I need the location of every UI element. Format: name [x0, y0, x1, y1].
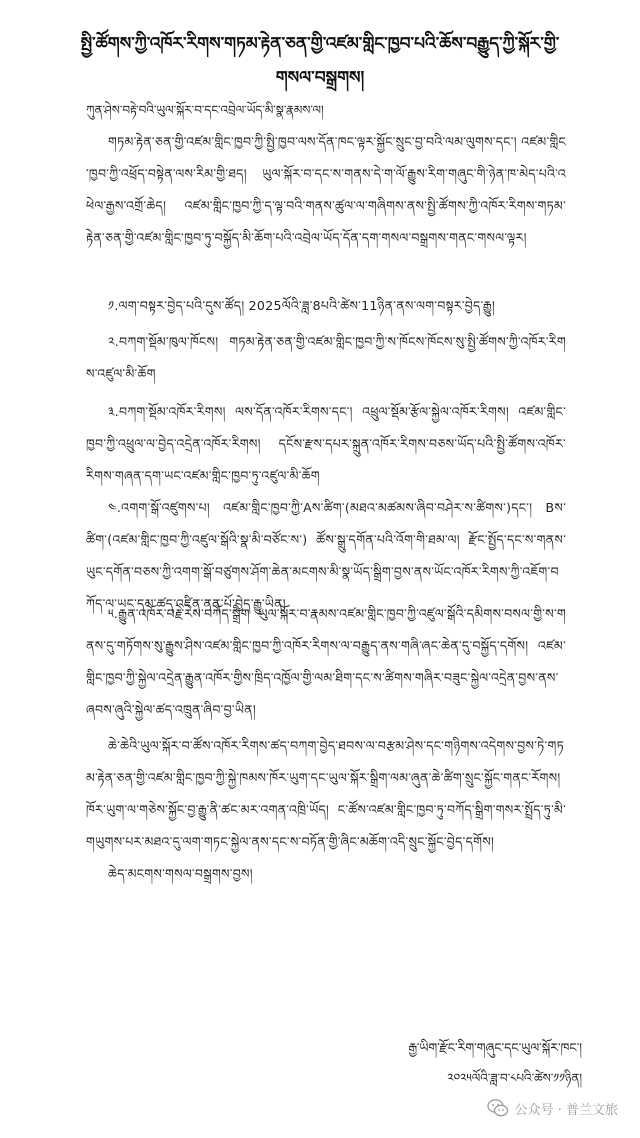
document-title-line1: སྤྱི་ཚོགས་ཀྱི་འཁོར་རིགས་གཏམ་རྟེན་ཅན་གྱི་འཛམ་གླིང་ཁྱབ་པའི་ཆོས་བརྒྱུད་ཀྱི་སྐོར་གྱི་: [80, 34, 560, 54]
item-1-paragraph: ༡.ལག་བསྟར་བྱེད་པའི་དུས་ཚོད། 2025ལོའི་ཟླ་8པའི་ཚེས་11ཉིན་ནས་ལག་བསྟར་བྱེད་རྒྱུ།: [108, 298, 496, 313]
item-5-paragraph: ༥.རྒྱུན་འཁོར་བརྗེ་རེས་བཀོད་སྒྲིག ཡུལ་སྐོར་བ་རྣམས་འཛམ་གླིང་ཁྱབ་ཀྱི་འཛུལ་སྒོའི་དམིགས་བསལ་གྱི་ས་གནས་དུ་གཏོགས་སུ་རྒྱུས་ཤིས་འཛམ་གླིང་ཁྱབ་ཀྱི་འཁོར་རིགས་ལ་བརྒྱུད་ནས་གཞི་ཞང་ཆེན་དུ་བསྐྱོད་དགོས། འཛམ་གླིང་ཁྱབ་ཀྱི་སྐྱེལ་འདྲེན་རྒྱུན་འཁོར་གྱིས་ཁྲིད་འཁྱོལ་གྱི་ལམ་ཐིག་དང་ས་ཚིགས་གཞིར་བཟུང་སྐྱེལ་འདྲེན་བྱས་ནས་ཞབས་ཞུའི་སྐྱེལ་ཚད་འཁྲུན་ཞིབ་བྱ་ཡིན།: [86, 606, 566, 717]
watermark: [487, 1096, 618, 1120]
wechat-icon: [487, 1098, 509, 1118]
item-3-paragraph: ༣.བཀག་སྡོམ་འཁོར་རིགས། ལས་དོན་འཁོར་རིགས་དང་། འཕྲུལ་སྡོམ་རྩོལ་སྐྱེལ་འཁོར་རིགས། འཛམ་གླིང་ཁྱབ་ཀྱི་འཕྲུལ་ལ་བྱེད་འདྲེན་འཁོར་རིགས། དངོས་རྫས་དཔར་སྐྲུན་འཁོར་རིགས་བཅས་ཡོད་པའི་སྤྱི་ཚོགས་འཁོར་རིགས་གཞན་དག་ཡང་འཛམ་གླིང་ཁྱབ་ཏུ་འཛུལ་མི་ཆོག: [86, 404, 566, 483]
issue-date: ༢༠༢༥ལོའི་ཟླ་བ་༨པའི་ཚེས་༡༡ཉིན།: [447, 1071, 582, 1085]
closing-line: ཆེད་མངགས་གསལ་བསྒྲགས་བྱས།: [108, 866, 253, 881]
issuer-signature: རྒྱ་ཡིག་རྫོང་རིག་གཞུང་དང་ཡུལ་སྐོར་ཁང་།: [408, 1040, 582, 1055]
intro-paragraph: གཏམ་རྟེན་ཅན་གྱི་འཛམ་གླིང་ཁྱབ་ཀྱི་སྤྱི་ཁྱབ་ལས་དོན་ཁང་ལྟར་སྐྱོང་སྲུང་བྱ་བའི་ལམ་ལུགས་དང་། འཛམ་གླིང་ཁྱབ་ཀྱི་འཕྲོད་བསྟེན་ལས་རིམ་གྱི་ཐད། ཡུལ་སྐོར་བ་དང་ས་གནས་དེ་ག་ལོ་རྒྱུས་རིག་གཞུང་གི་ཉེན་ཁ་མེད་པའི་འཕེལ་རྒྱས་འགྲོ་ཆེད། འཛམ་གླིང་ཁྱབ་ཀྱི་ད་ལྟ་བའི་གནས་ཚུལ་ལ་གཞིགས་ནས་སྤྱི་ཚོགས་ཀྱི་འཁོར་རིགས་གཏམ་རྟེན་ཅན་གྱི་འཛམ་གླིང་ཁྱབ་ཏུ་བསྐྱོད་མི་ཆོག་པའི་འབྲེལ་ཡོད་དོན་དག་གསལ་བསྒྲགས་གནང་གསལ་ལྟར།: [86, 134, 566, 245]
appeal-paragraph: ཆེ་ཆེའི་ཡུལ་སྐོར་བ་ཚོས་འཁོར་རིགས་ཚད་བཀག་བྱེད་ཐབས་ལ་བརྩམ་ཤེས་དང་གཉིགས་འདེགས་བྱས་ཏེ་གཏམ་རྟེན་ཅན་གྱི་འཛམ་གླིང་ཁྱབ་ཀྱི་སྐྱེ་ཁམས་ཁོར་ཡུག་དང་ཡུལ་སྐོར་སྒྲིག་ལམ་ཞུན་ཆེ་ཚིག་སྲུང་སྐྱོང་གནང་རོགས། ཁོར་ཡུག་ལ་གཅེས་སྐྱོང་བྱ་རྒྱུ་ནི་ཚང་མར་འགན་འཁྲི་ཡོད། ང་ཚོས་འཛམ་གླིང་ཁྱབ་ཏུ་བཀོད་སྒྲིག་གསར་སྤྲོད་ཏུ་མི་གཡུགས་པར་མཐའ་དུ་ལག་གཏང་སྐྱེལ་ནས་དང་ས་བཏོན་གྱི་ཞིང་མཆོག་འདི་སྲུང་སྐྱོང་བྱེད་དགོས།: [86, 738, 566, 849]
watermark-text: 公众号 · 普兰文旅: [514, 1102, 618, 1118]
item-2-paragraph: ༢.བཀག་སྡོམ་ཁུལ་ཁོངས། གཏམ་རྟེན་ཅན་གྱི་འཛམ་གླིང་ཁྱབ་ཀྱི་ས་ཁོངས་ཁོངས་སུ་སྤྱི་ཚོགས་ཀྱི་འཁོར་རིགས་འཛུལ་མི་ཆོག: [86, 334, 566, 381]
item-4-paragraph: ༤.འགག་སྒོ་འཛུགས་པ། འཛམ་གླིང་ཁྱབ་ཀྱི་Aས་ཚིག་(མཐའ་མཚམས་ཞིབ་བཤེར་ས་ཚིགས་)དང་། Bས་ཚིག་(འཛམ་གླིང་ཁྱབ་ཀྱི་འཛུལ་སྒོའི་སྣ་མི་བཙོང་ས་) ཚོས་སྒྲུ་དགོན་པའི་འོག་གི་ཐམ་ལ། རྫོང་སྤྱོད་དང་ས་གནས་ཡུང་དགོན་བཅས་ཀྱི་འགག་སྒོ་བཙུགས་ཤོག་ཆེན་མངགས་མི་སྣ་ཡོད་སྒྲིག་བྱས་ནས་ཡོང་འཁོར་རིགས་ཀྱི་འཇོག་བཀོད་ལ་ཡང་དམ་ཚད་འཛིན་ནན་པོ་བྱེད་རྒྱུ་ཡིན།: [86, 500, 566, 611]
addressee-line: ཀུན་ཤེས་བརྟེ་བའི་ཡུལ་སྐོར་བ་དང་འབྲེལ་ཡོད་མི་སྣ་རྣམས་ལ།: [86, 103, 324, 117]
document-title-line2: གསལ་བསྒྲགས།: [275, 68, 365, 88]
